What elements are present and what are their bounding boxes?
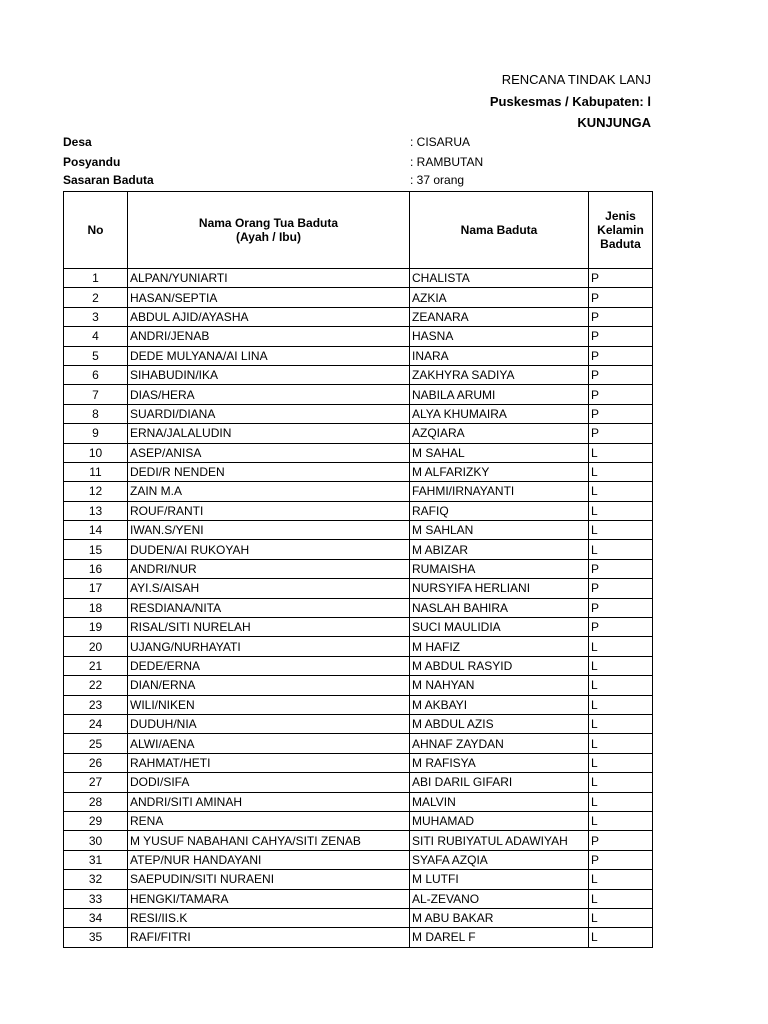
cell-parents: ZAIN M.A <box>128 482 410 501</box>
cell-parents: IWAN.S/YENI <box>128 521 410 540</box>
cell-parents: DIAS/HERA <box>128 385 410 404</box>
table-row <box>64 424 653 443</box>
cell-no: 1 <box>64 269 128 288</box>
cell-parents: ABDUL AJID/AYASHA <box>128 307 410 326</box>
table-row <box>64 443 653 462</box>
cell-child-name: M SAHAL <box>410 443 589 462</box>
baduta-table <box>63 191 653 948</box>
cell-child-name: ZEANARA <box>410 307 589 326</box>
cell-gender: L <box>589 714 653 733</box>
cell-parents: HENGKI/TAMARA <box>128 889 410 908</box>
cell-parents: SUARDI/DIANA <box>128 404 410 423</box>
puskesmas-line: Puskesmas / Kabupaten: l <box>489 94 651 109</box>
table-row <box>64 773 653 792</box>
cell-child-name: M AKBAYI <box>410 695 589 714</box>
posyandu-label: Posyandu <box>63 155 121 169</box>
cell-child-name: M ALFARIZKY <box>410 462 589 481</box>
cell-gender: L <box>589 695 653 714</box>
cell-gender: L <box>589 676 653 695</box>
cell-no: 4 <box>64 327 128 346</box>
table-row <box>64 540 653 559</box>
document-title: RENCANA TINDAK LANJ <box>501 72 651 87</box>
table-row <box>64 598 653 617</box>
cell-gender: L <box>589 462 653 481</box>
cell-gender: P <box>589 307 653 326</box>
cell-no: 5 <box>64 346 128 365</box>
cell-no: 26 <box>64 753 128 772</box>
cell-no: 29 <box>64 811 128 830</box>
cell-no: 19 <box>64 618 128 637</box>
table-row <box>64 618 653 637</box>
table-row <box>64 753 653 772</box>
cell-parents: RESI/IIS.K <box>128 908 410 927</box>
cell-gender: P <box>589 850 653 869</box>
cell-parents: ASEP/ANISA <box>128 443 410 462</box>
cell-parents: RAFI/FITRI <box>128 928 410 947</box>
cell-parents: RENA <box>128 811 410 830</box>
table-row <box>64 637 653 656</box>
cell-child-name: SYAFA AZQIA <box>410 850 589 869</box>
table-row <box>64 327 653 346</box>
cell-gender: P <box>589 365 653 384</box>
desa-value: : CISARUA <box>410 135 471 149</box>
desa-label: Desa <box>63 135 92 149</box>
cell-no: 16 <box>64 559 128 578</box>
table-row <box>64 928 653 947</box>
cell-gender: P <box>589 346 653 365</box>
cell-gender: L <box>589 656 653 675</box>
table-row <box>64 811 653 830</box>
cell-no: 33 <box>64 889 128 908</box>
cell-child-name: ALYA KHUMAIRA <box>410 404 589 423</box>
cell-gender: P <box>589 618 653 637</box>
table-row <box>64 714 653 733</box>
cell-parents: ANDRI/NUR <box>128 559 410 578</box>
cell-gender: L <box>589 908 653 927</box>
cell-child-name: CHALISTA <box>410 269 589 288</box>
cell-gender: L <box>589 540 653 559</box>
sasaran-value: : 37 orang <box>410 173 465 187</box>
table-row <box>64 889 653 908</box>
cell-parents: DEDE MULYANA/AI LINA <box>128 346 410 365</box>
table-row <box>64 307 653 326</box>
cell-parents: ALPAN/YUNIARTI <box>128 269 410 288</box>
cell-gender: P <box>589 385 653 404</box>
cell-no: 30 <box>64 831 128 850</box>
cell-no: 28 <box>64 792 128 811</box>
header-parents: Nama Orang Tua Baduta (Ayah / Ibu) <box>128 192 410 269</box>
cell-child-name: ABI DARIL GIFARI <box>410 773 589 792</box>
cell-gender: L <box>589 792 653 811</box>
header-no: No <box>64 192 128 269</box>
cell-no: 7 <box>64 385 128 404</box>
cell-no: 2 <box>64 288 128 307</box>
cell-child-name: AHNAF ZAYDAN <box>410 734 589 753</box>
cell-no: 24 <box>64 714 128 733</box>
cell-child-name: SITI RUBIYATUL ADAWIYAH <box>410 831 589 850</box>
cell-gender: L <box>589 734 653 753</box>
sasaran-label: Sasaran Baduta <box>63 173 154 187</box>
cell-gender: P <box>589 424 653 443</box>
table-row <box>64 404 653 423</box>
table-row <box>64 288 653 307</box>
cell-no: 13 <box>64 501 128 520</box>
cell-parents: ANDRI/SITI AMINAH <box>128 792 410 811</box>
cell-parents: SAEPUDIN/SITI NURAENI <box>128 870 410 889</box>
cell-no: 20 <box>64 637 128 656</box>
cell-parents: SIHABUDIN/IKA <box>128 365 410 384</box>
cell-child-name: AZQIARA <box>410 424 589 443</box>
cell-parents: ALWI/AENA <box>128 734 410 753</box>
cell-parents: RISAL/SITI NURELAH <box>128 618 410 637</box>
cell-gender: L <box>589 501 653 520</box>
cell-child-name: NURSYIFA HERLIANI <box>410 579 589 598</box>
cell-no: 15 <box>64 540 128 559</box>
cell-child-name: NASLAH BAHIRA <box>410 598 589 617</box>
cell-no: 18 <box>64 598 128 617</box>
cell-gender: L <box>589 521 653 540</box>
cell-child-name: SUCI MAULIDIA <box>410 618 589 637</box>
cell-parents: DEDE/ERNA <box>128 656 410 675</box>
cell-child-name: M ABDUL AZIS <box>410 714 589 733</box>
cell-gender: L <box>589 637 653 656</box>
cell-no: 35 <box>64 928 128 947</box>
table-row <box>64 365 653 384</box>
cell-child-name: NABILA ARUMI <box>410 385 589 404</box>
cell-child-name: M ABDUL RASYID <box>410 656 589 675</box>
table-row <box>64 579 653 598</box>
table-row <box>64 676 653 695</box>
cell-no: 10 <box>64 443 128 462</box>
cell-parents: ATEP/NUR HANDAYANI <box>128 850 410 869</box>
cell-child-name: RUMAISHA <box>410 559 589 578</box>
cell-parents: UJANG/NURHAYATI <box>128 637 410 656</box>
cell-parents: RESDIANA/NITA <box>128 598 410 617</box>
cell-child-name: AL-ZEVANO <box>410 889 589 908</box>
header-gender: Jenis Kelamin Baduta <box>589 192 653 269</box>
cell-parents: ERNA/JALALUDIN <box>128 424 410 443</box>
cell-parents: HASAN/SEPTIA <box>128 288 410 307</box>
cell-gender: P <box>589 579 653 598</box>
cell-child-name: M DAREL F <box>410 928 589 947</box>
cell-child-name: M SAHLAN <box>410 521 589 540</box>
cell-gender: L <box>589 773 653 792</box>
table-row <box>64 482 653 501</box>
cell-gender: P <box>589 404 653 423</box>
cell-child-name: FAHMI/IRNAYANTI <box>410 482 589 501</box>
table-row <box>64 870 653 889</box>
cell-gender: L <box>589 928 653 947</box>
cell-gender: P <box>589 598 653 617</box>
table-row <box>64 269 653 288</box>
table-row <box>64 346 653 365</box>
cell-no: 14 <box>64 521 128 540</box>
cell-child-name: AZKIA <box>410 288 589 307</box>
cell-gender: L <box>589 482 653 501</box>
cell-parents: WILI/NIKEN <box>128 695 410 714</box>
kunjungan-line: KUNJUNGA <box>577 115 651 130</box>
cell-parents: AYI.S/AISAH <box>128 579 410 598</box>
cell-child-name: RAFIQ <box>410 501 589 520</box>
cell-child-name: M ABIZAR <box>410 540 589 559</box>
cell-child-name: ZAKHYRA SADIYA <box>410 365 589 384</box>
cell-parents: DODI/SIFA <box>128 773 410 792</box>
table-row <box>64 656 653 675</box>
cell-gender: L <box>589 889 653 908</box>
table-row <box>64 695 653 714</box>
cell-child-name: M LUTFI <box>410 870 589 889</box>
table-row <box>64 734 653 753</box>
table-row <box>64 521 653 540</box>
cell-parents: RAHMAT/HETI <box>128 753 410 772</box>
cell-parents: ANDRI/JENAB <box>128 327 410 346</box>
cell-gender: P <box>589 559 653 578</box>
table-row <box>64 908 653 927</box>
cell-parents: DUDEN/AI RUKOYAH <box>128 540 410 559</box>
posyandu-value: : RAMBUTAN <box>410 155 484 169</box>
cell-child-name: HASNA <box>410 327 589 346</box>
cell-gender: L <box>589 753 653 772</box>
cell-no: 31 <box>64 850 128 869</box>
cell-child-name: INARA <box>410 346 589 365</box>
cell-child-name: M RAFISYA <box>410 753 589 772</box>
table-row <box>64 792 653 811</box>
cell-no: 8 <box>64 404 128 423</box>
table-row <box>64 501 653 520</box>
cell-no: 32 <box>64 870 128 889</box>
table-row <box>64 831 653 850</box>
cell-no: 22 <box>64 676 128 695</box>
cell-parents: M YUSUF NABAHANI CAHYA/SITI ZENAB <box>128 831 410 850</box>
cell-no: 3 <box>64 307 128 326</box>
cell-no: 12 <box>64 482 128 501</box>
cell-parents: DIAN/ERNA <box>128 676 410 695</box>
cell-parents: ROUF/RANTI <box>128 501 410 520</box>
table-row <box>64 462 653 481</box>
cell-no: 21 <box>64 656 128 675</box>
cell-gender: P <box>589 288 653 307</box>
table-row <box>64 850 653 869</box>
cell-no: 23 <box>64 695 128 714</box>
cell-no: 9 <box>64 424 128 443</box>
cell-no: 25 <box>64 734 128 753</box>
cell-gender: P <box>589 269 653 288</box>
cell-child-name: M NAHYAN <box>410 676 589 695</box>
cell-no: 6 <box>64 365 128 384</box>
cell-gender: L <box>589 443 653 462</box>
cell-no: 17 <box>64 579 128 598</box>
cell-gender: L <box>589 870 653 889</box>
cell-no: 27 <box>64 773 128 792</box>
table-header-row <box>64 192 653 269</box>
cell-no: 11 <box>64 462 128 481</box>
cell-child-name: MALVIN <box>410 792 589 811</box>
cell-child-name: M HAFIZ <box>410 637 589 656</box>
header-child-name: Nama Baduta <box>410 192 589 269</box>
cell-child-name: MUHAMAD <box>410 811 589 830</box>
cell-gender: L <box>589 811 653 830</box>
table-row <box>64 385 653 404</box>
cell-gender: P <box>589 831 653 850</box>
cell-no: 34 <box>64 908 128 927</box>
table-row <box>64 559 653 578</box>
cell-gender: P <box>589 327 653 346</box>
cell-parents: DUDUH/NIA <box>128 714 410 733</box>
cell-parents: DEDI/R NENDEN <box>128 462 410 481</box>
cell-child-name: M ABU BAKAR <box>410 908 589 927</box>
